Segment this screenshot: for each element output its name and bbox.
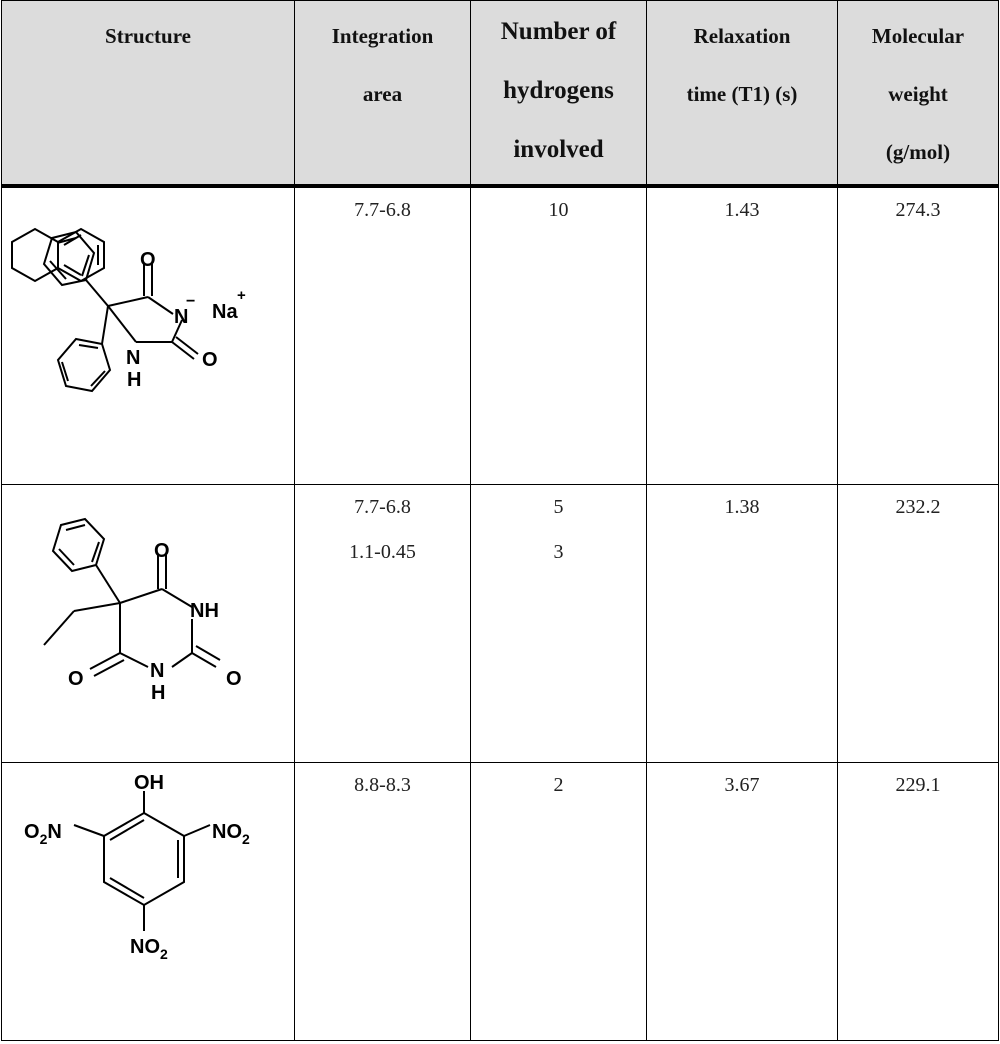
header-row bbox=[2, 1, 999, 187]
sodium-label: Na bbox=[212, 301, 238, 323]
structure-phenytoin-sodium bbox=[2, 186, 295, 485]
structure-phenobarbital bbox=[2, 485, 295, 763]
header-relaxation-time: Relaxation time (T1) (s) bbox=[647, 1, 838, 187]
nitro-right-label: $NO_2$ bbox=[212, 821, 250, 847]
nitro-left-label: $O_2N$ bbox=[24, 821, 62, 847]
molecular-weight-cell: 232.2 bbox=[838, 485, 999, 763]
hydrogens-cell: 5 3 bbox=[471, 485, 647, 763]
relaxation-time-cell: 3.67 bbox=[647, 763, 838, 1041]
amine-hydrogen-label: H bbox=[127, 369, 142, 391]
integration-area-cell: 7.7-6.8 bbox=[295, 186, 471, 485]
relaxation-time-cell: 1.43 bbox=[647, 186, 838, 485]
table-row bbox=[2, 186, 999, 485]
carbonyl-oxygen-right-label: O bbox=[226, 668, 242, 690]
ring-hydrogen-label: H bbox=[151, 682, 166, 704]
positive-charge-label: + bbox=[237, 287, 246, 304]
carbonyl-oxygen-label: O bbox=[140, 249, 156, 271]
hydroxyl-label: OH bbox=[134, 772, 164, 794]
amine-nitrogen-label: N bbox=[126, 347, 141, 369]
integration-area-cell: 8.8-8.3 bbox=[295, 763, 471, 1041]
phenobarbital-structure-image bbox=[2, 485, 294, 761]
carbonyl-oxygen-2-label: O bbox=[202, 349, 218, 371]
hydrogens-cell: 2 bbox=[471, 763, 647, 1041]
carbonyl-oxygen-left-label: O bbox=[68, 668, 84, 690]
lower-phenyl-ring bbox=[58, 339, 110, 391]
integration-area-cell: 7.7-6.8 1.1-0.45 bbox=[295, 485, 471, 763]
table-row bbox=[2, 763, 999, 1041]
header-integration-area: Integration area bbox=[295, 1, 471, 187]
carbonyl-oxygen-top-label: O bbox=[154, 540, 170, 562]
benzene-ring bbox=[74, 791, 210, 931]
nmr-data-table bbox=[1, 0, 999, 1041]
header-molecular-weight: Molecular weight (g/mol) bbox=[838, 1, 999, 187]
molecular-weight-cell: 274.3 bbox=[838, 186, 999, 485]
nitrogen-anion-label: N bbox=[174, 306, 189, 328]
upper-phenyl-ring bbox=[44, 232, 94, 285]
negative-charge-label: − bbox=[186, 293, 196, 310]
table-row bbox=[2, 485, 999, 763]
picric-acid-structure-image bbox=[2, 763, 294, 1039]
relaxation-time-cell: 1.38 bbox=[647, 485, 838, 763]
molecular-weight-cell: 229.1 bbox=[838, 763, 999, 1041]
phenytoin-sodium-structure-image bbox=[2, 188, 294, 484]
ring-nitrogen-label: N bbox=[150, 660, 165, 682]
nh-label: NH bbox=[190, 600, 219, 622]
phenyl-ring bbox=[53, 519, 104, 571]
nitro-bottom-label: $NO_2$ bbox=[130, 936, 168, 962]
header-structure: Structure bbox=[2, 1, 295, 187]
hydrogens-cell: 10 bbox=[471, 186, 647, 485]
header-number-of-hydrogens: Number of hydrogens involved bbox=[471, 1, 647, 187]
structure-picric-acid bbox=[2, 763, 295, 1041]
